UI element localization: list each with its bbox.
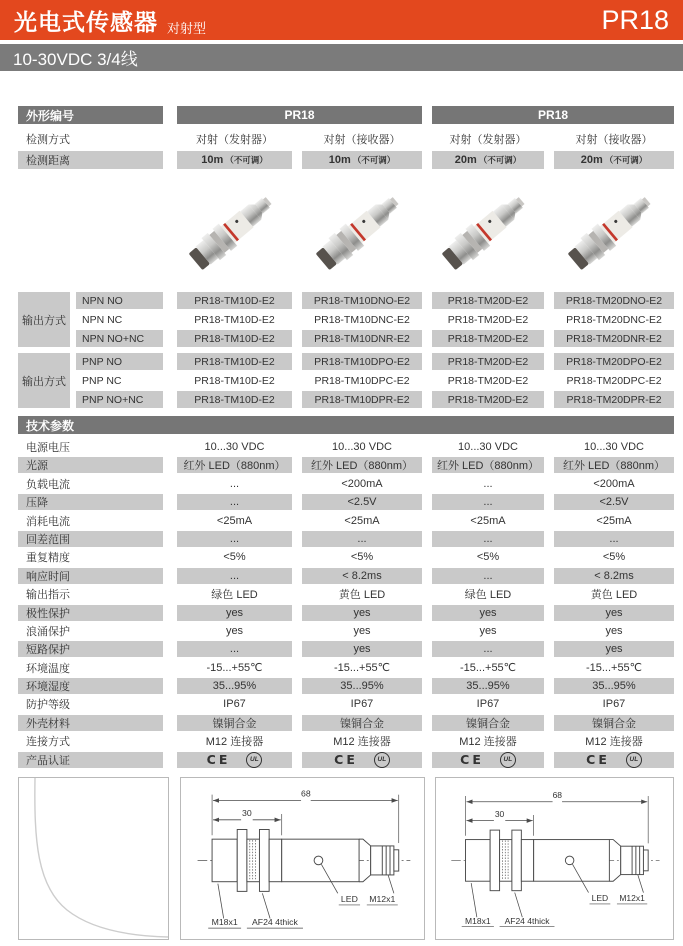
sensor-photo-icon [560, 178, 668, 282]
detection-distance-value [177, 151, 292, 169]
spec-label: 短路保护 [18, 641, 163, 657]
distance-main: 20m [580, 154, 603, 166]
spec-row [18, 715, 674, 731]
spec-row [18, 586, 674, 602]
spec-value: ... [177, 494, 292, 510]
shape-number-header: 外形编号 [18, 106, 163, 124]
spec-value: -15...+55℃ [333, 662, 391, 675]
spec-value: ... [554, 531, 674, 547]
spec-value: yes [605, 624, 623, 637]
spec-label: 重复精度 [26, 552, 70, 565]
spec-value: yes [302, 641, 422, 657]
model-number: PR18-TM20D-E2 [432, 353, 544, 370]
page-subtitle: 对射型 [167, 20, 207, 36]
spec-label: 环境温度 [26, 662, 70, 675]
spec-value: <2.5V [302, 494, 422, 510]
tech-params-title: 技术参数 [26, 418, 75, 433]
model-number: PR18-TM10DPR-E2 [302, 391, 422, 408]
spec-row [18, 660, 674, 676]
spec-value: yes [225, 624, 244, 637]
spec-value: M12 连接器 [585, 736, 643, 749]
table-header-row [18, 106, 674, 124]
spec-value: 绿色 LED [211, 589, 258, 602]
model-number: PR18-TM20DPC-E2 [566, 374, 662, 387]
spec-row [18, 605, 674, 621]
sensor-product-image [302, 178, 422, 282]
spec-value: IP67 [223, 698, 246, 711]
output-block-npn [18, 292, 674, 347]
dim-total-label: 68 [300, 788, 311, 799]
spec-value: <200mA [593, 477, 635, 490]
output-type: PNP NC [82, 374, 122, 387]
ul-mark-icon [626, 752, 642, 768]
ce-mark-icon: CE [206, 752, 231, 768]
spec-value: 黄色 LED [590, 589, 638, 602]
group-header-2: PR18 [432, 106, 674, 124]
distance-main: 20m [454, 154, 477, 166]
ul-mark-icon [374, 752, 390, 768]
model-number: PR18-TM20DNC-E2 [566, 313, 662, 326]
output-type: NPN NC [82, 313, 123, 326]
model-number: PR18-TM20D-E2 [432, 391, 544, 408]
spec-row [18, 531, 674, 547]
dimension-drawing-2 [435, 777, 675, 940]
detection-distance-row [18, 151, 674, 169]
ul-mark-text: UL [250, 756, 259, 764]
certification-row [18, 752, 674, 768]
detection-method-value: 对射（接收器） [575, 133, 653, 146]
table-row [76, 353, 674, 370]
spec-value: yes [554, 605, 674, 621]
sensor-photo-icon [181, 178, 289, 282]
spec-label: 外壳材料 [18, 715, 163, 731]
spec-value: 10...30 VDC [458, 441, 518, 453]
spec-label: 浪涌保护 [26, 625, 70, 638]
ul-mark-text: UL [377, 756, 387, 764]
spec-value: 35...95% [302, 678, 422, 694]
detection-method-value: 对射（发射器） [449, 133, 527, 146]
ce-mark-icon: CE [586, 752, 610, 768]
sensor-product-image [432, 178, 544, 282]
model-number: PR18-TM10D-E2 [177, 353, 292, 370]
row-label: 检测距离 [18, 151, 163, 169]
ce-mark-icon: CE [334, 752, 358, 768]
spec-value: 绿色 LED [464, 589, 512, 602]
model-number: PR18-TM10D-E2 [194, 374, 275, 387]
spec-label: 连接方式 [26, 736, 70, 749]
spec-label: 环境湿度 [18, 678, 163, 694]
model-number: PR18-TM10DNC-E2 [314, 313, 410, 326]
spec-value: yes [302, 605, 422, 621]
curve-decoration-icon [19, 778, 168, 939]
ce-mark-icon: CE [460, 752, 484, 768]
output-type: NPN NO+NC [76, 330, 163, 347]
table-row [76, 391, 674, 408]
spec-value: 黄色 LED [338, 589, 386, 602]
spec-value: M12 连接器 [333, 736, 391, 749]
sensor-photo-icon [308, 178, 416, 282]
distance-note: （不可调） [352, 155, 396, 165]
spec-value: -15...+55℃ [206, 662, 263, 675]
distance-note: （不可调） [478, 155, 522, 165]
spec-value: yes [432, 605, 544, 621]
dim-head-label: 30 [495, 808, 505, 819]
model-number: PR18-TM10D-E2 [177, 292, 292, 309]
spec-row [18, 549, 674, 565]
spec-value: IP67 [602, 698, 626, 711]
spec-section [18, 439, 674, 768]
model-number: PR18-TM20DNR-E2 [554, 330, 674, 347]
model-number: PR18-TM20D-E2 [432, 330, 544, 347]
model-number: PR18-TM10D-E2 [177, 391, 292, 408]
spec-value: 10...30 VDC [584, 441, 644, 453]
sensor-product-image [554, 178, 674, 282]
model-number: PR18-TM10DPO-E2 [302, 353, 422, 370]
page-title: 光电式传感器 [14, 8, 158, 35]
spec-row [18, 439, 674, 455]
spec-label: 电源电压 [26, 442, 70, 454]
spec-row [18, 733, 674, 749]
af24-label: AF24 4thick [504, 915, 550, 926]
spec-value: 35...95% [554, 678, 674, 694]
spec-label: 负载电流 [26, 478, 70, 491]
model-number: PR18-TM20DNO-E2 [554, 292, 674, 309]
distance-note: （不可调） [225, 155, 268, 165]
product-image-row [18, 172, 674, 288]
output-type: PNP NO [76, 353, 163, 370]
spec-label: 防护等级 [26, 699, 70, 712]
spec-value: IP67 [476, 698, 500, 711]
spec-value: ... [302, 531, 422, 547]
model-number: PR18-TM20D-E2 [447, 374, 529, 387]
spec-row [18, 641, 674, 657]
series-model-label: PR18 [601, 4, 669, 35]
spec-value: 镍铜合金 [554, 715, 674, 731]
distance-main: 10m [201, 154, 224, 166]
table-row [76, 311, 674, 328]
spec-label: 压降 [18, 494, 163, 510]
spec-value: <25mA [470, 514, 506, 527]
spec-value: <25mA [344, 514, 380, 527]
detection-distance-value [432, 151, 544, 169]
spec-value: 镍铜合金 [177, 715, 292, 731]
spec-value: ... [229, 477, 240, 490]
spec-label: 光源 [18, 457, 163, 473]
model-number: PR18-TM10DNO-E2 [302, 292, 422, 309]
spec-value: 10...30 VDC [204, 441, 265, 453]
dim-head-label: 30 [241, 807, 252, 818]
model-number: PR18-TM20DPO-E2 [554, 353, 674, 370]
dim-total-label: 68 [552, 789, 563, 800]
spec-value: <5% [602, 551, 626, 564]
spec-value: <5% [476, 551, 500, 564]
model-number: PR18-TM20D-E2 [447, 313, 529, 326]
model-number: PR18-TM10D-E2 [177, 330, 292, 347]
spec-value: <5% [223, 551, 246, 564]
spec-value: 镍铜合金 [302, 715, 422, 731]
spec-value: -15...+55℃ [585, 662, 643, 675]
spec-value: ... [432, 494, 544, 510]
spec-value: ... [177, 568, 292, 584]
spec-label: 消耗电流 [26, 515, 70, 528]
table-row [76, 330, 674, 347]
certification-marks [177, 752, 292, 768]
spec-value: <200mA [341, 477, 383, 490]
spec-value: yes [479, 624, 497, 637]
title-group [14, 4, 206, 37]
spec-value: 35...95% [432, 678, 544, 694]
detection-method-value: 对射（接收器） [323, 133, 401, 146]
led-label: LED [591, 892, 609, 903]
spec-value: ... [432, 568, 544, 584]
ul-mark-icon [500, 752, 516, 768]
detection-method-row [18, 130, 674, 147]
model-number: PR18-TM10DPC-E2 [314, 374, 410, 387]
output-type: PNP NO+NC [76, 391, 163, 408]
dimension-section [18, 777, 674, 940]
spec-label: 回差范围 [18, 531, 163, 547]
led-label: LED [340, 893, 358, 904]
row-label: 检测方式 [26, 133, 70, 146]
spec-value: yes [554, 641, 674, 657]
spec-value: 红外 LED（880nm） [432, 457, 544, 473]
spec-label: 响应时间 [18, 568, 163, 584]
spec-value: < 8.2ms [302, 568, 422, 584]
voltage-label: 10-30VDC 3/4线 [13, 50, 138, 69]
m18-label: M18x1 [465, 915, 491, 926]
certification-marks [302, 752, 422, 768]
model-number: PR18-TM20D-E2 [432, 292, 544, 309]
spec-row [18, 623, 674, 639]
spec-value: 红外 LED（880nm） [177, 457, 292, 473]
spec-value: 镍铜合金 [432, 715, 544, 731]
sensor-product-image [177, 178, 292, 282]
spec-value: ... [432, 641, 544, 657]
decorative-curve-box [18, 777, 169, 940]
distance-main: 10m [328, 154, 351, 166]
datasheet-table [18, 106, 674, 940]
output-method-label: 输出方式 [18, 353, 70, 408]
spec-value: -15...+55℃ [459, 662, 517, 675]
spec-value: <5% [350, 551, 374, 564]
voltage-bar [0, 44, 683, 71]
spec-label: 输出指示 [26, 589, 70, 602]
top-header-bar [0, 0, 683, 40]
spec-label: 极性保护 [18, 605, 163, 621]
spec-value: <25mA [596, 514, 632, 527]
spec-value: 红外 LED（880nm） [554, 457, 674, 473]
spec-row [18, 696, 674, 712]
output-block-pnp [18, 353, 674, 408]
spec-value: 红外 LED（880nm） [302, 457, 422, 473]
spec-value: 35...95% [177, 678, 292, 694]
group-header-1: PR18 [177, 106, 422, 124]
output-method-label: 输出方式 [18, 292, 70, 347]
detection-distance-value [554, 151, 674, 169]
spec-value: ... [177, 531, 292, 547]
spec-row [18, 678, 674, 694]
spec-row [18, 457, 674, 473]
spec-value: yes [177, 605, 292, 621]
table-row [76, 292, 674, 309]
spec-row [18, 568, 674, 584]
tech-params-header [18, 416, 674, 434]
spec-label: 产品认证 [18, 752, 163, 768]
spec-row [18, 494, 674, 510]
spec-value: ... [177, 641, 292, 657]
spec-value: M12 连接器 [205, 736, 264, 749]
af24-label: AF24 4thick [251, 916, 298, 927]
dimension-drawing-1 [180, 777, 425, 940]
spec-value: ... [483, 477, 493, 490]
model-number: PR18-TM10D-E2 [194, 313, 275, 326]
ul-mark-icon [246, 752, 262, 768]
model-number: PR18-TM20DPR-E2 [554, 391, 674, 408]
ul-mark-text: UL [503, 756, 513, 764]
spec-value: <2.5V [554, 494, 674, 510]
m12-label: M12x1 [619, 892, 646, 903]
dimension-drawing-icon [185, 781, 420, 936]
spec-value: <25mA [216, 514, 253, 527]
ul-mark-text: UL [629, 756, 639, 764]
table-row [76, 372, 674, 389]
spec-value: < 8.2ms [554, 568, 674, 584]
m18-label: M18x1 [211, 916, 238, 927]
model-number: PR18-TM10DNR-E2 [302, 330, 422, 347]
spec-value: yes [353, 624, 371, 637]
spec-row [18, 513, 674, 529]
spec-value: M12 连接器 [459, 736, 517, 749]
spec-value: ... [432, 531, 544, 547]
dimension-drawing-icon [439, 781, 669, 936]
certification-marks [554, 752, 674, 768]
output-type: NPN NO [76, 292, 163, 309]
spec-value: IP67 [350, 698, 374, 711]
distance-note: （不可调） [604, 155, 648, 165]
spec-row [18, 476, 674, 492]
detection-distance-value [302, 151, 422, 169]
certification-marks [432, 752, 544, 768]
sensor-photo-icon [434, 178, 542, 282]
spec-value: 10...30 VDC [332, 441, 392, 453]
detection-method-value: 对射（发射器） [196, 133, 273, 146]
m12-label: M12x1 [368, 893, 396, 904]
